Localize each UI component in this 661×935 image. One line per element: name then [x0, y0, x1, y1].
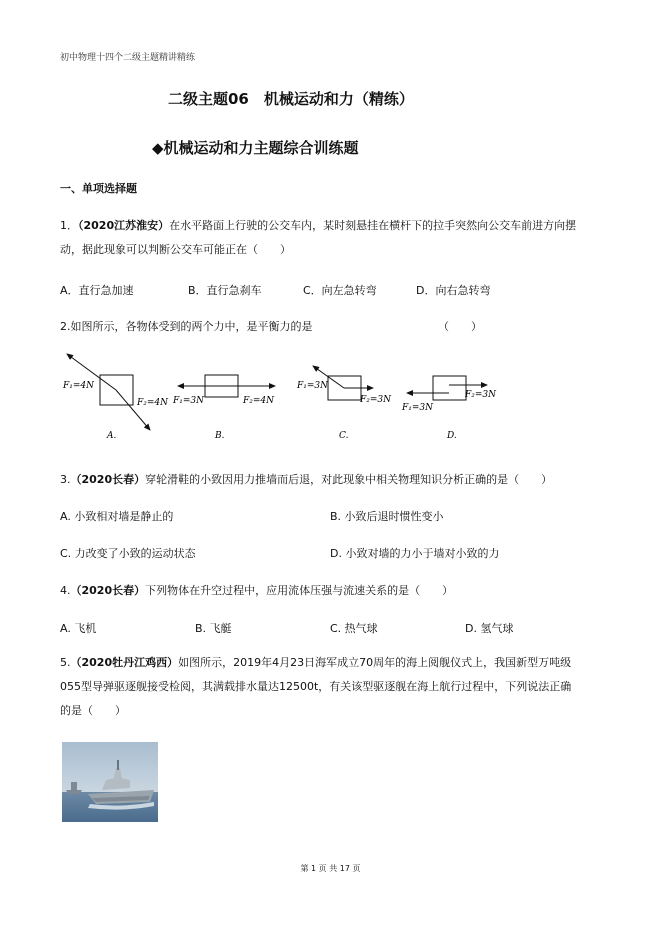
- option-b: B. 飞艇: [195, 622, 232, 635]
- answer-paren: （ ）: [438, 320, 482, 333]
- diagram-c: [296, 366, 392, 441]
- page-title: 二级主题06 机械运动和力（精练）: [168, 90, 414, 108]
- option-c: C. 热气球: [330, 622, 378, 635]
- question-source: （2020牡丹江鸡西）: [70, 656, 179, 669]
- question-number: 3.: [60, 473, 71, 486]
- force-label: F₂=3N: [360, 395, 391, 405]
- option-d: D. 氢气球: [465, 622, 514, 635]
- question-2: 2.如图所示，各物体受到的两个力中，是平衡力的是: [60, 320, 313, 333]
- option-a: A．直行急加速: [60, 284, 134, 297]
- question-text: 如图所示，2019年4月23日海军成立70周年的海上阅舰仪式上，我国新型万吨级: [178, 656, 572, 669]
- force-diagram-figure: [55, 350, 515, 445]
- question-text: 穿轮滑鞋的小致因用力推墙而后退，对此现象中相关物理知识分析正确的是（ ）: [145, 473, 553, 486]
- question-number: 5.: [60, 656, 71, 669]
- option-d: D．向右急转弯: [416, 284, 491, 297]
- diagram-d: [401, 376, 497, 441]
- diagram-label: D.: [447, 431, 457, 441]
- option-b: B．直行急刹车: [188, 284, 262, 297]
- question-source: （2020长春）: [70, 473, 146, 486]
- option-b: B. 小致后退时惯性变小: [330, 510, 444, 523]
- question-3: [60, 471, 552, 487]
- question-number: 4.: [60, 584, 71, 597]
- question-1: [60, 214, 610, 262]
- question-text: 055型导弹驱逐舰接受检阅，其满载排水量达12500t，有关该型驱逐舰在海上航行过程中，下列说法正确: [60, 680, 572, 693]
- question-number: 1．: [60, 219, 78, 232]
- option-c: C. 力改变了小致的运动状态: [60, 547, 196, 560]
- question-text: 的是（ ）: [60, 704, 126, 717]
- diagram-b: [172, 375, 275, 441]
- force-label: F₁=3N: [402, 403, 433, 413]
- force-label: F₂=3N: [465, 390, 496, 400]
- option-a: A. 小致相对墙是静止的: [60, 510, 174, 523]
- page-subtitle: ◆机械运动和力主题综合训练题: [152, 139, 359, 157]
- question-source: （2020江苏淮安）: [78, 219, 170, 232]
- page-header: 初中物理十四个二级主题精讲精练: [60, 53, 196, 63]
- diagram-a: [62, 354, 169, 441]
- question-text: 在水平路面上行驶的公交车内，某时刻悬挂在横杆下的拉手突然向公交车前进方向摆: [169, 219, 577, 232]
- force-label: F₁=4N: [63, 381, 94, 391]
- force-label: F₂=4N: [243, 396, 274, 406]
- question-text: 动，据此现象可以判断公交车可能正在（ ）: [60, 243, 291, 256]
- question-5: [60, 651, 620, 723]
- force-label: F₁=3N: [297, 381, 328, 391]
- page-footer: 第 1 页 共 17 页: [300, 864, 361, 873]
- question-text: 下列物体在升空过程中，应用流体压强与流速关系的是（ ）: [145, 584, 454, 597]
- section-heading: 一、单项选择题: [60, 182, 137, 195]
- option-d: D. 小致对墙的力小于墙对小致的力: [330, 547, 500, 560]
- destroyer-photo: [62, 742, 158, 822]
- option-a: A. 飞机: [60, 622, 97, 635]
- question-4: [60, 582, 453, 598]
- question-source: （2020长春）: [70, 584, 146, 597]
- diagram-label: C.: [339, 431, 349, 441]
- diagram-label: B.: [215, 431, 225, 441]
- option-c: C．向左急转弯: [303, 284, 377, 297]
- diagram-label: A.: [107, 431, 117, 441]
- force-label: F₁=3N: [173, 396, 204, 406]
- force-label: F₂=4N: [137, 398, 168, 408]
